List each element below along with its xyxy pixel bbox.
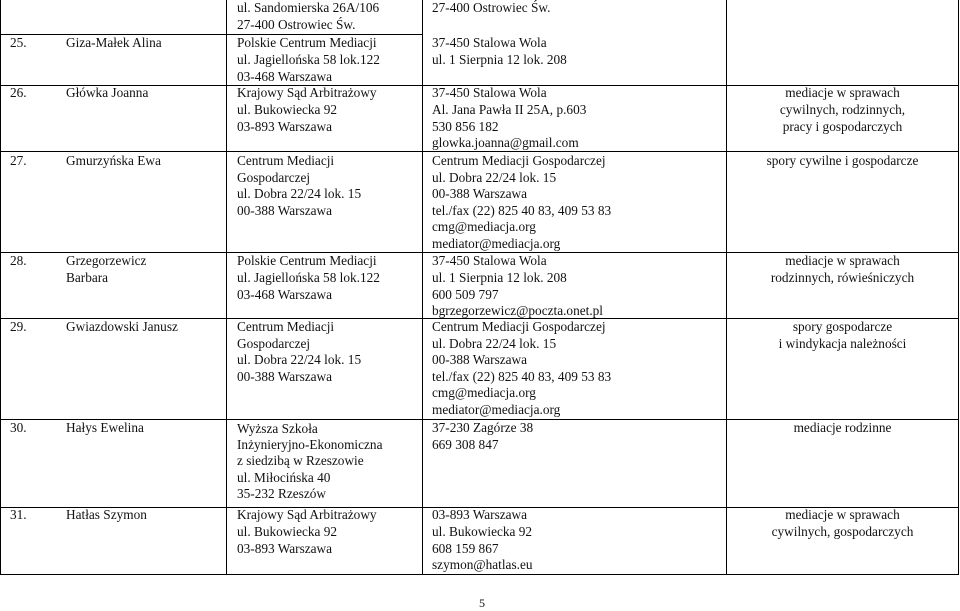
scope-line: mediacje w sprawach xyxy=(785,507,900,522)
address-line: Polskie Centrum Mediacji xyxy=(237,253,377,268)
address-line: ul. Jagiellońska 58 lok.122 xyxy=(237,51,380,67)
contact-line: bgrzegorzewicz@poczta.onet.pl xyxy=(432,303,603,319)
mediator-name xyxy=(66,319,178,336)
address-line: Inżynieryjno-Ekonomiczna xyxy=(237,437,383,453)
contact-line: 00-388 Warszawa xyxy=(432,352,528,368)
contact-line: 00-388 Warszawa xyxy=(432,186,528,202)
address-line: ul. Bukowiecka 92 xyxy=(237,523,338,539)
mediation-scope xyxy=(727,319,958,353)
contact-line: 37-450 Stalowa Wola xyxy=(432,253,547,268)
table-border-right xyxy=(958,0,959,575)
row-number: 27. xyxy=(10,153,27,168)
scope-line: rodzinnych, rówieśniczych xyxy=(770,269,915,285)
address-line: 27-400 Ostrowiec Św. xyxy=(237,16,356,32)
scope-line: cywilnych, gospodarczych xyxy=(771,523,914,539)
name-line: Giza-Małek Alina xyxy=(66,35,162,50)
address-line: ul. Jagiellońska 58 lok.122 xyxy=(237,269,380,285)
contact-line: szymon@hatlas.eu xyxy=(432,557,533,573)
name-line: Hatłas Szymon xyxy=(66,507,147,522)
mediator-address xyxy=(237,319,361,385)
table-divider-2 xyxy=(422,0,423,575)
mediator-contact xyxy=(432,35,567,69)
mediation-scope xyxy=(727,85,958,135)
name-line: Barbara xyxy=(66,269,109,285)
contact-line: 669 308 847 xyxy=(432,436,499,452)
contact-line: ul. Dobra 22/24 lok. 15 xyxy=(432,335,557,351)
mediator-address xyxy=(237,35,380,85)
contact-line: 608 159 867 xyxy=(432,540,499,556)
address-line: Krajowy Sąd Arbitrażowy xyxy=(237,85,377,100)
scope-line: spory cywilne i gospodarcze xyxy=(766,153,919,168)
mediator-contact xyxy=(432,153,611,253)
address-line: Polskie Centrum Mediacji xyxy=(237,35,377,50)
address-line: 35-232 Rzeszów xyxy=(237,485,326,501)
name-line: Główka Joanna xyxy=(66,85,149,100)
address-line: 03-468 Warszawa xyxy=(237,68,333,84)
address-line: 03-893 Warszawa xyxy=(237,118,333,134)
row-number: 30. xyxy=(10,420,27,435)
mediator-address xyxy=(237,153,361,219)
mediator-name xyxy=(66,253,146,287)
row-number: 28. xyxy=(10,253,27,268)
mediator-address xyxy=(237,421,382,502)
mediation-scope xyxy=(727,153,958,170)
address-line: Gospodarczej xyxy=(237,169,311,185)
name-line: Hałys Ewelina xyxy=(66,420,144,435)
contact-line: ul. Dobra 22/24 lok. 15 xyxy=(432,169,557,185)
mediator-contact xyxy=(432,507,533,574)
contact-line: 37-450 Stalowa Wola xyxy=(432,85,547,100)
mediator-address xyxy=(237,253,380,303)
address-line: ul. Dobra 22/24 lok. 15 xyxy=(237,186,362,202)
row-number: 29. xyxy=(10,319,27,334)
contact-line: cmg@mediacja.org xyxy=(432,219,536,235)
address-line: 00-388 Warszawa xyxy=(237,368,333,384)
page-number: 5 xyxy=(479,596,485,610)
contact-line: Centrum Mediacji Gospodarczej xyxy=(432,319,606,334)
row-number: 31. xyxy=(10,507,27,522)
mediator-name xyxy=(66,35,162,52)
address-line: z siedzibą w Rzeszowie xyxy=(237,453,364,469)
address-line: Gospodarczej xyxy=(237,335,311,351)
scope-line: mediacje w sprawach xyxy=(785,85,900,100)
mediator-name xyxy=(66,507,147,524)
scope-line: spory gospodarcze xyxy=(792,319,893,334)
address-line: ul. Dobra 22/24 lok. 15 xyxy=(237,352,362,368)
mediation-scope xyxy=(727,420,958,437)
scope-line: i windykacja należności xyxy=(778,335,907,351)
contact-line: 37-450 Stalowa Wola xyxy=(432,35,547,50)
contact-line: Al. Jana Pawła II 25A, p.603 xyxy=(432,101,587,117)
contact-line: 37-230 Zagórze 38 xyxy=(432,420,534,435)
address-line: Centrum Mediacji xyxy=(237,319,335,334)
mediator-name xyxy=(66,153,161,170)
mediator-contact xyxy=(432,253,603,320)
scope-line: pracy i gospodarczych xyxy=(782,118,903,134)
address-line: ul. Bukowiecka 92 xyxy=(237,101,338,117)
contact-line: mediator@mediacja.org xyxy=(432,401,561,417)
contact-line: ul. 1 Sierpnia 12 lok. 208 xyxy=(432,51,567,67)
name-line: Grzegorzewicz xyxy=(66,253,147,268)
contact-line: tel./fax (22) 825 40 83, 409 53 83 xyxy=(432,202,612,218)
contact-line: 530 856 182 xyxy=(432,118,499,134)
address-line: 03-893 Warszawa xyxy=(237,540,333,556)
contact-line: ul. 1 Sierpnia 12 lok. 208 xyxy=(432,269,567,285)
mediator-address xyxy=(237,85,377,135)
address-line: ul. Miłocińska 40 xyxy=(237,469,331,485)
mediator-address xyxy=(237,507,377,557)
row-number: 25. xyxy=(10,35,27,50)
prev-row-contact xyxy=(432,0,550,17)
address-line: Centrum Mediacji xyxy=(237,153,335,168)
contact-line: mediator@mediacja.org xyxy=(432,235,561,251)
contact-line: 27-400 Ostrowiec Św. xyxy=(432,0,551,15)
contact-line: tel./fax (22) 825 40 83, 409 53 83 xyxy=(432,368,612,384)
prev-row-address xyxy=(237,0,379,34)
contact-line: 03-893 Warszawa xyxy=(432,507,528,522)
mediator-name xyxy=(66,85,148,102)
scope-line: mediacje rodzinne xyxy=(793,420,892,435)
row-number: 26. xyxy=(10,85,27,100)
address-line: 00-388 Warszawa xyxy=(237,202,333,218)
mediation-scope xyxy=(727,253,958,287)
contact-line: glowka.joanna@gmail.com xyxy=(432,135,579,151)
address-line: Wyższa Szkoła xyxy=(237,421,318,436)
address-line: ul. Sandomierska 26A/106 xyxy=(237,0,380,15)
mediator-name xyxy=(66,420,144,437)
contact-line: Centrum Mediacji Gospodarczej xyxy=(432,153,606,168)
mediator-contact xyxy=(432,85,586,152)
contact-line: cmg@mediacja.org xyxy=(432,385,536,401)
mediator-contact xyxy=(432,420,533,454)
contact-line: ul. Bukowiecka 92 xyxy=(432,523,533,539)
scope-line: mediacje w sprawach xyxy=(785,253,900,268)
address-line: 03-468 Warszawa xyxy=(237,286,333,302)
table-border-left xyxy=(0,0,1,575)
address-line: Krajowy Sąd Arbitrażowy xyxy=(237,507,377,522)
name-line: Gmurzyńska Ewa xyxy=(66,153,161,168)
contact-line: 600 509 797 xyxy=(432,286,499,302)
mediation-scope xyxy=(727,507,958,541)
name-line: Gwiazdowski Janusz xyxy=(66,319,178,334)
mediator-contact xyxy=(432,319,611,419)
scope-line: cywilnych, rodzinnych, xyxy=(779,101,906,117)
table-divider-1 xyxy=(226,0,227,575)
